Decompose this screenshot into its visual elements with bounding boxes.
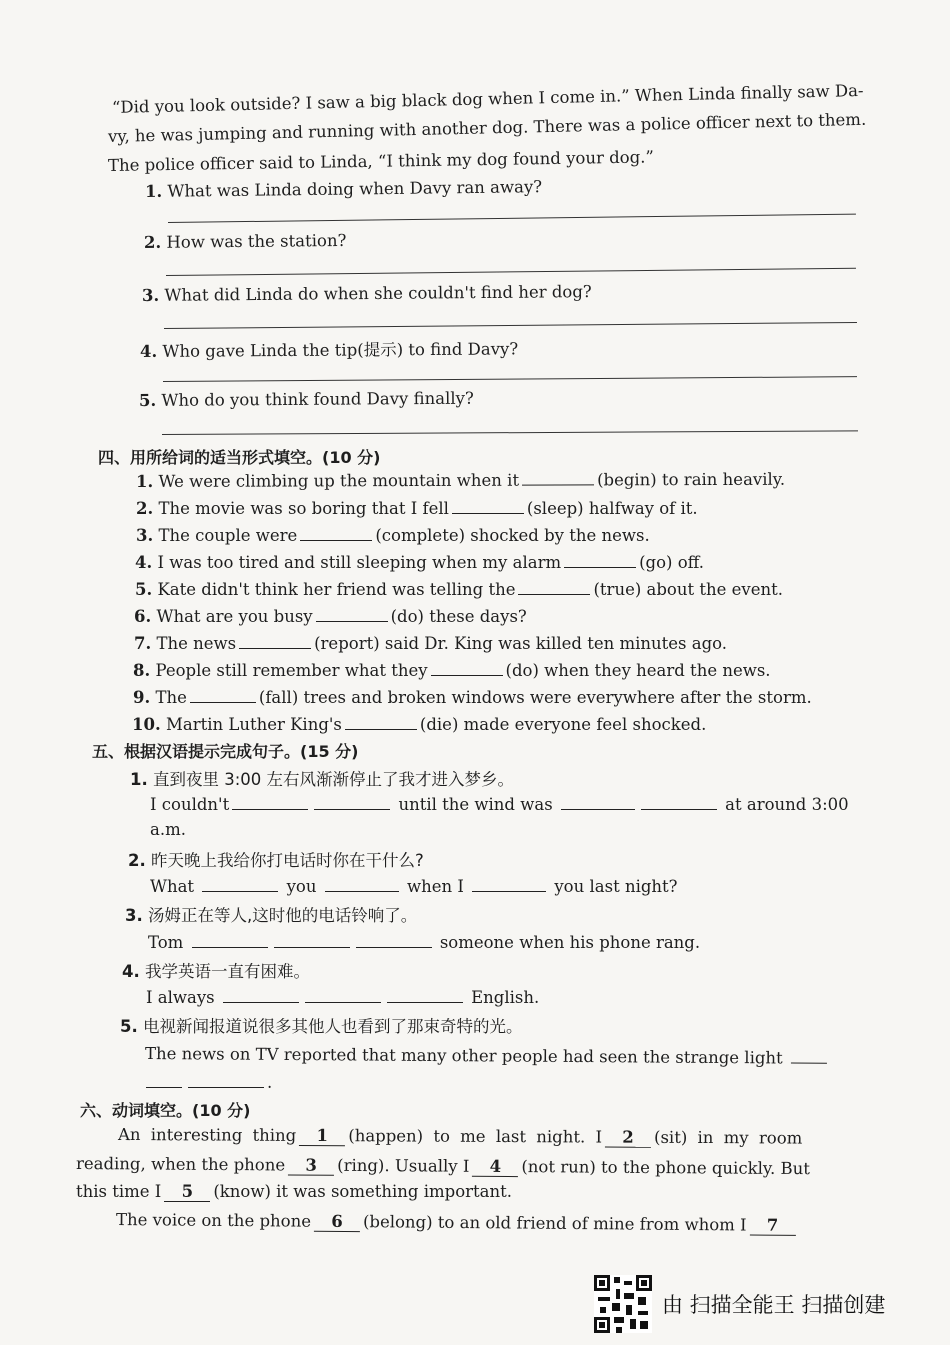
fill-blank[interactable] <box>316 605 388 622</box>
zh-prompt: 3. 汤姆正在等人,这时他的电话铃响了。 <box>125 906 418 925</box>
fill-blank[interactable] <box>325 875 399 892</box>
fill-blank[interactable] <box>190 686 256 703</box>
cloze-line: The voice on the phone 6 (belong) to an old friend of mine from whom I 7 <box>116 1210 799 1236</box>
reading-question: 4. Who gave Linda the tip(提示) to find Davy? <box>139 339 519 361</box>
en-sentence: The news on TV reported that many other people had seen the strange light <box>145 1042 830 1068</box>
fill-item: 3. The couple were (complete) shocked by the news. <box>136 526 650 545</box>
fill-item: 8. People still remember what they (do) when they heard the news. <box>133 661 771 680</box>
answer-line[interactable] <box>163 376 857 382</box>
fill-blank[interactable] <box>518 578 590 595</box>
fill-blank[interactable] <box>274 931 350 948</box>
reading-question: 3. What did Linda do when she couldn't find her dog? <box>141 282 592 305</box>
cloze-line: An interesting thing 1 (happen) to me last night. I 2 (sit) in my room <box>117 1125 803 1148</box>
fill-blank[interactable] <box>146 1071 182 1088</box>
fill-item: 2. The movie was so boring that I fell (sleep) halfway of it. <box>136 499 698 518</box>
fill-blank[interactable] <box>188 1071 264 1088</box>
reading-question: 2. How was the station? <box>143 230 347 252</box>
fill-blank[interactable] <box>561 793 635 810</box>
fill-item: 5. Kate didn't think her friend was telling the (true) about the event. <box>135 580 783 599</box>
en-sentence-cont: a.m. <box>150 820 186 839</box>
cloze-blank[interactable]: 5 <box>164 1182 210 1202</box>
cloze-line: this time I 5 (know) it was something important. <box>76 1182 513 1201</box>
fill-item: 4. I was too tired and still sleeping when my alarm (go) off. <box>135 553 705 572</box>
fill-item: 7. The news (report) said Dr. King was killed ten minutes ago. <box>134 634 728 653</box>
en-sentence: Tom someone when his phone rang. <box>148 933 701 952</box>
cloze-blank[interactable]: 1 <box>299 1126 345 1146</box>
fill-blank[interactable] <box>223 986 299 1003</box>
fill-blank[interactable] <box>522 468 594 485</box>
story-line: vy, he was jumping and running with another dog. There was a police officer next to them. <box>107 109 867 146</box>
zh-prompt: 1. 直到夜里 3:00 左右风渐渐停止了我才进入梦乡。 <box>130 770 515 789</box>
en-sentence: What you when I you last night? <box>150 877 678 896</box>
en-sentence: I couldn't until the wind was at around 3:00 <box>150 795 849 814</box>
story-line: “Did you look outside? I saw a big black dog when I come in.” When Linda finally saw Da- <box>111 80 864 117</box>
fill-item: 6. What are you busy (do) these days? <box>134 607 527 626</box>
fill-blank[interactable] <box>387 986 463 1003</box>
fill-blank[interactable] <box>564 551 636 568</box>
section-5-title: 五、根据汉语提示完成句子。(15 分) <box>92 742 359 761</box>
fill-blank[interactable] <box>300 524 372 541</box>
cloze-blank[interactable]: 7 <box>750 1216 796 1236</box>
fill-blank[interactable] <box>314 793 390 810</box>
reading-question: 5. Who do you think found Davy finally? <box>138 388 474 410</box>
fill-blank[interactable] <box>305 986 381 1003</box>
fill-blank[interactable] <box>431 659 503 676</box>
cloze-blank[interactable]: 2 <box>605 1128 651 1148</box>
scanner-watermark <box>594 1275 934 1335</box>
fill-item: 9. The (fall) trees and broken windows were everywhere after the storm. <box>133 688 812 707</box>
reading-question: 1. What was Linda doing when Davy ran away? <box>144 177 543 201</box>
fill-blank[interactable] <box>239 632 311 649</box>
answer-line[interactable] <box>166 268 856 276</box>
en-sentence-cont: . <box>143 1071 272 1092</box>
watermark-text: 由 扫描全能王 扫描创建 <box>662 1293 886 1317</box>
cloze-blank[interactable]: 6 <box>314 1212 360 1232</box>
cloze-blank[interactable]: 3 <box>288 1155 334 1175</box>
fill-item: 10. Martin Luther King's (die) made everyone feel shocked. <box>132 715 707 734</box>
answer-line[interactable] <box>164 322 857 329</box>
fill-blank[interactable] <box>472 875 546 892</box>
fill-blank[interactable] <box>641 793 717 810</box>
section-4-title: 四、用所给词的适当形式填空。(10 分) <box>98 448 381 467</box>
fill-blank[interactable] <box>791 1047 827 1064</box>
fill-item: 1. We were climbing up the mountain when it (begin) to rain heavily. <box>135 469 786 491</box>
story-line: The police officer said to Linda, “I think my dog found your dog.” <box>107 147 655 175</box>
fill-blank[interactable] <box>345 713 417 730</box>
fill-blank[interactable] <box>452 497 524 514</box>
zh-prompt: 4. 我学英语一直有困难。 <box>122 962 310 981</box>
cloze-blank[interactable]: 4 <box>472 1157 518 1177</box>
cloze-line: reading, when the phone 3 (ring). Usually I 4 (not run) to the phone quickly. But <box>75 1154 810 1179</box>
qr-code-icon <box>594 1275 652 1333</box>
fill-blank[interactable] <box>202 875 278 892</box>
answer-line[interactable] <box>168 214 856 223</box>
answer-line[interactable] <box>162 430 858 435</box>
zh-prompt: 2. 昨天晚上我给你打电话时你在干什么? <box>128 851 424 870</box>
section-6-title: 六、动词填空。(10 分) <box>80 1101 251 1120</box>
zh-prompt: 5. 电视新闻报道说很多其他人也看到了那束奇特的光。 <box>120 1017 523 1036</box>
fill-blank[interactable] <box>232 793 308 810</box>
en-sentence: I always English. <box>146 988 540 1007</box>
fill-blank[interactable] <box>192 931 268 948</box>
fill-blank[interactable] <box>356 931 432 948</box>
